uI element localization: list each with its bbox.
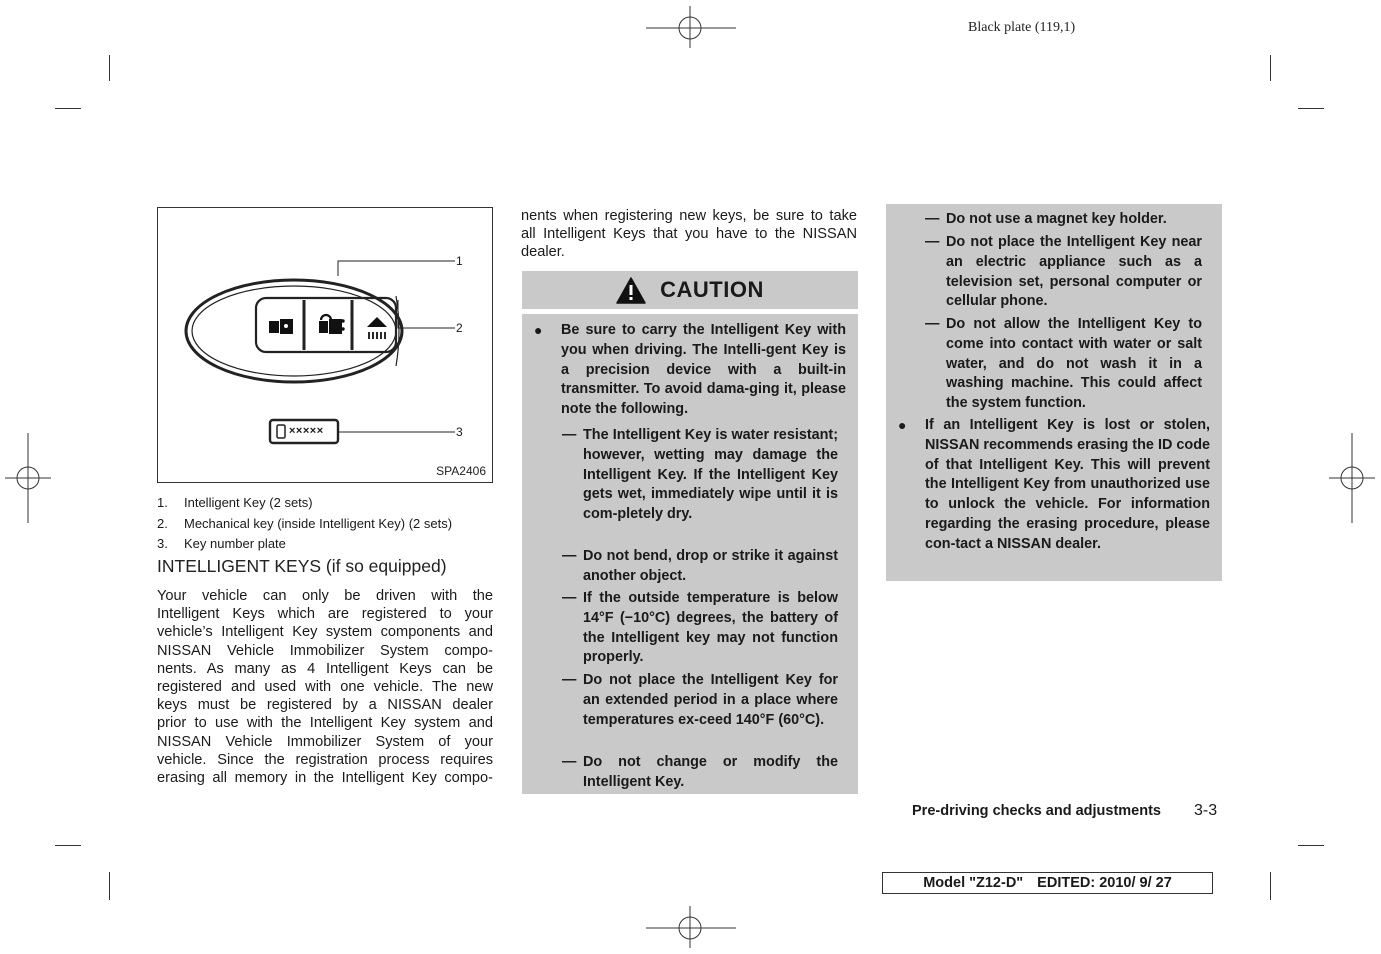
legend-item: 2. Mechanical key (inside Intelligent Key) (2 sets) (157, 515, 453, 531)
footer-section-title: Pre-driving checks and adjustments (912, 803, 1161, 819)
caution-dash-item: — Do not use a magnet key holder. (925, 211, 1167, 227)
caution-bullet: ● If an Intelligent Key is lost or stolen, NISSAN recommends erasing the ID code of that Intelligent Key. This will prevent the Intelligent Key from unauthorized use to unlock the vehicle. For information regarding the erasing procedure, please con-tact a NISSAN dealer. (898, 417, 1210, 552)
warning-triangle-icon (616, 277, 646, 304)
caution-bullet: ● Be sure to carry the Intelligent Key with you when driving. The Intelli-gent Key is a precision device with a built-in transmitter. To avoid dama-ging it, please note the following. (534, 322, 846, 418)
registration-mark-right (1329, 433, 1375, 523)
registration-mark-left (5, 433, 51, 523)
section-heading: INTELLIGENT KEYS (if so equipped) (157, 556, 447, 576)
crop-mark (1298, 845, 1324, 846)
caution-dash-item: — Do not place the Intelligent Key near an electric appliance such as a television set, personal computer or cellular phone. (925, 234, 1202, 310)
key-illustration (158, 208, 494, 484)
caution-dash-item: — Do not change or modify the Intelligent Key. (562, 754, 838, 790)
callout-3: 3 (456, 425, 463, 439)
caution-dash-item: — Do not bend, drop or strike it against another object. (562, 548, 838, 584)
callout-1: 1 (456, 254, 463, 268)
crop-mark (1270, 55, 1271, 81)
caution-box-col3 (886, 204, 1222, 581)
body-paragraph-col2: nents when registering new keys, be sure to take all Intelligent Keys that you have to the NISSAN dealer. (521, 208, 857, 261)
model-label: Model "Z12-D" (923, 875, 1024, 891)
caution-dash-item: — Do not allow the Intelligent Key to come into contact with water or salt water, and do not wash it in a washing machine. This could affect the system function. (925, 316, 1202, 412)
body-paragraph-col1: Your vehicle can only be driven with the Intelligent Keys which are registered to your vehicle’s Intelligent Key system components and NISSAN Vehicle Immobilizer System compo- nents. As many as 4 Intelligent Keys can be registered and used with one vehicle. The new keys must be registered by a NISSAN dealer prior to use with the Intelligent Key system and NISSAN Vehicle Immobilizer System of your vehicle. Since the registration process requires erasing all memory in the Intelligent Key compo- (157, 588, 493, 787)
caution-dash-item: — Do not place the Intelligent Key for an extended period in a place where temperatures ex-ceed 140°F (60°C). (562, 672, 838, 728)
key-plate-number: ××××× (289, 425, 324, 437)
model-edit-box (882, 872, 1213, 894)
intelligent-key-figure (157, 207, 493, 483)
callout-2: 2 (456, 321, 463, 335)
crop-mark (55, 108, 81, 109)
crop-mark (1298, 108, 1324, 109)
crop-mark (109, 55, 110, 81)
plate-label: Black plate (119,1) (968, 20, 1076, 35)
caution-dash-item: — The Intelligent Key is water resistant; however, wetting may damage the Intelligent Key. If the Intelligent Key gets wet, immediately wipe until it is com-pletely dry. (562, 427, 838, 523)
legend-item: 1. Intelligent Key (2 sets) (157, 495, 313, 510)
figure-legend (157, 493, 493, 555)
crop-mark (55, 845, 81, 846)
caution-dash-item: — If the outside temperature is below 14°F (−10°C) degrees, the battery of the Intelligent key may not function properly. (562, 590, 838, 666)
caution-header (522, 271, 858, 309)
crop-mark (109, 872, 110, 900)
legend-item: 3. Key number plate (157, 536, 286, 551)
figure-code: SPA2406 (436, 464, 486, 478)
registration-mark-bottom (646, 906, 736, 948)
page-number: 3-3 (1194, 802, 1218, 819)
caution-box-col2 (522, 314, 858, 794)
caution-title: CAUTION (660, 277, 764, 302)
crop-mark (1270, 872, 1271, 900)
edited-date: EDITED: 2010/ 9/ 27 (1037, 875, 1172, 891)
registration-mark-top (646, 6, 736, 48)
